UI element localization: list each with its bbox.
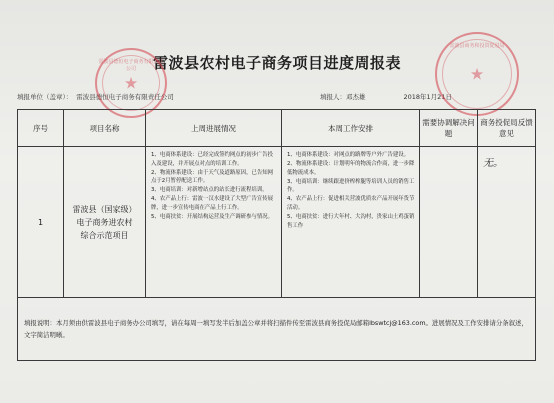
fill-instructions: 填报说明：本月须由供雷波县电子商务办公司填写，请在每周一填写发半后加盖公章并将扫描件传至雷波县商务投促局邮箱lbswtcj@163.com。进展情况及工作安排请分条叙述，文字简洁明晰。 [18,298,536,361]
company-seal-text: 雷波县德恒电子商务有限责任公司 [98,59,164,72]
fill-unit-value: 雷波县德恒电子商务有限责任公司 [76,93,174,101]
progress-table [17,109,536,361]
header-feedback: 商务投促局反馈意见 [478,110,536,147]
star-icon: ★ [123,73,139,93]
row-no: 1 [18,147,64,298]
report-title: 雷波县农村电子商务项目进度周报表 [152,54,401,72]
list-item: 2、物流体系建设：由于天气及道路原因，已告知网点于2月暂停配送工作。 [151,169,274,185]
row-project-name [64,147,146,298]
table-row [18,147,536,298]
table-header-row [18,110,536,147]
bureau-seal-text: 雷波县商务和投资促进局 [449,43,505,49]
row-this-week [282,147,420,298]
header-project-name: 项目名称 [64,110,146,147]
fill-unit [17,92,174,101]
row-last-week [146,147,282,298]
header-no: 序号 [18,110,64,147]
project-name-line: 综合示范项目 [80,230,129,240]
list-item: 3、电商培训：继续跟进挤榨榨腿等培训人员的销售工作。 [287,178,415,194]
row-feedback: 无。 [478,147,536,298]
list-item: 1、电商体系建设：已经完成签约网点的初步广告投入及建设，并开展点对点的培训工作。 [151,152,274,167]
list-item: 3、电商培训：对新增站点的站长进行流程培训。 [151,187,268,194]
fill-unit-label: 填报单位（盖章）： [17,93,73,101]
project-name-line: 雷波县（国家级） [72,204,137,214]
header-issues: 需要协调解决问题 [420,110,478,147]
header-this-week: 本周工作安排 [282,110,420,147]
filler-info [320,92,452,101]
list-item: 4、农产品上行：促进相关营波优质农产品开展年货节活动。 [287,196,415,212]
list-item: 2、物流体系建设：计划明年的物流合作商，进一步降低物流成本。 [287,161,415,176]
row-issues [420,147,478,298]
table-footer-row [18,298,536,361]
list-item: 5、电商扶贫：开展结构运营及生产调研参与情况。 [151,214,274,221]
report-date: 2018年1月21日 [403,93,452,101]
list-item: 1、电商体系建设：对网点的路牌等户外广告建设。 [287,152,410,158]
header-last-week: 上周进展情况 [146,110,282,147]
list-item: 4、农产品上行：雷波一汉水建设了大型广告宣传展牌，进一步宣传电商在产品上行工作。 [151,196,274,212]
filler-label: 填报人：邓杰雄 [320,93,366,101]
list-item: 5、电商扶贫：进行大年村、大沟村，贵家山土鸡蛋销售工作 [287,214,415,229]
star-icon: ★ [469,64,485,84]
bureau-seal-stamp [435,32,519,116]
project-name-line: 电子商务进农村 [76,217,133,227]
